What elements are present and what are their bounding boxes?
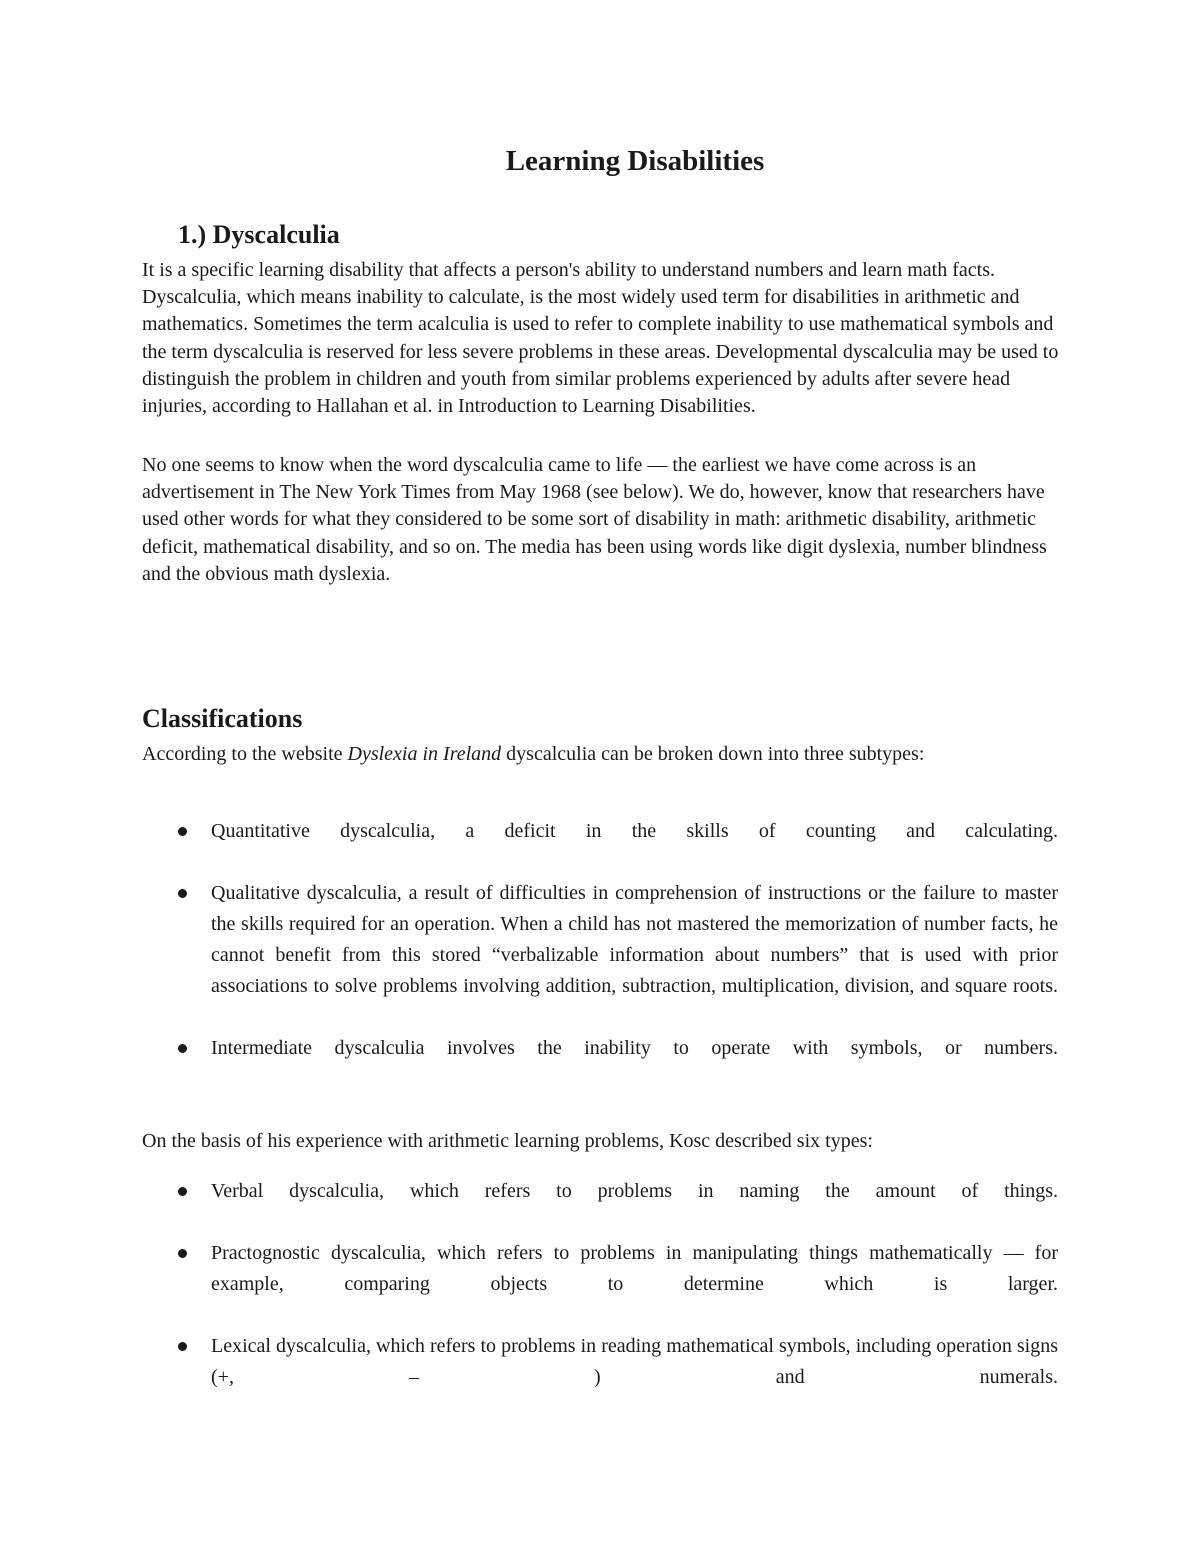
- list-item: [0, 816, 1058, 847]
- bullet-icon: [178, 1187, 187, 1196]
- section-heading-dyscalculia: 1.) Dyscalculia: [178, 220, 340, 249]
- document-title: Learning Disabilities: [505, 145, 765, 177]
- list-item: [0, 1238, 1058, 1300]
- bullet-icon: [178, 1249, 187, 1258]
- section-heading-classifications: Classifications: [142, 704, 303, 733]
- intro-source-title: Dyslexia in Ireland: [347, 743, 502, 765]
- list-item-text: Quantitative dyscalculia, a deficit in the skills of counting and calculating.: [211, 820, 1058, 842]
- list-item-text: Practognostic dyscalculia, which refers to problems in manipulating things mathematically — for example, comparing objects to determine which is larger.: [211, 1242, 1058, 1295]
- list-item-text: Lexical dyscalculia, which refers to problems in reading mathematical symbols, including operation signs (+, – ) and numerals.: [211, 1335, 1058, 1388]
- intro-prefix: According to the website: [142, 743, 343, 765]
- list-item: [0, 1033, 1058, 1064]
- bullet-icon: [178, 889, 187, 898]
- bullet-icon: [178, 827, 187, 836]
- kosc-types-list: [0, 1176, 1200, 1424]
- list-item: [0, 1331, 1058, 1393]
- bullet-icon: [178, 1342, 187, 1351]
- classifications-intro: [142, 740, 1058, 768]
- list-item: [0, 878, 1058, 1002]
- intro-suffix: dyscalculia can be broken down into three subtypes:: [506, 743, 925, 765]
- list-item-text: Qualitative dyscalculia, a result of difficulties in comprehension of instructions or the failure to master the skills required for an operation. When a child has not mastered the memorization of number facts, he cannot benefit from this stored “verbalizable information about numbers” that is used with prior associations to solve problems involving addition, subtraction, multiplication, division, and square roots.: [211, 882, 1058, 997]
- kosc-intro: On the basis of his experience with arithmetic learning problems, Kosc described six types:: [142, 1130, 873, 1152]
- list-item-text: Intermediate dyscalculia involves the inability to operate with symbols, or numbers.: [211, 1037, 1058, 1059]
- bullet-icon: [178, 1044, 187, 1053]
- dyscalculia-definition-paragraph: It is a specific learning disability that affects a person's ability to understand numbers and learn math facts. Dyscalculia, which means inability to calculate, is the most widely used term for disabilities in arithmetic and mathematics. Sometimes the term acalculia is used to refer to complete inability to use mathematical symbols and the term dyscalculia is reserved for less severe problems in these areas. Developmental dyscalculia may be used to distinguish the problem in children and youth from similar problems experienced by adults after severe head injuries, according to Hallahan et al. in Introduction to Learning Disabilities.: [142, 259, 1059, 418]
- list-item-text: Verbal dyscalculia, which refers to problems in naming the amount of things.: [211, 1180, 1058, 1202]
- list-item: [0, 1176, 1058, 1207]
- subtypes-list: [0, 816, 1200, 1095]
- dyscalculia-history-paragraph: No one seems to know when the word dyscalculia came to life — the earliest we have come across is an advertisement in The New York Times from May 1968 (see below). We do, however, know that researchers have used other words for what they considered to be some sort of disability in math: arithmetic disability, arithmetic deficit, mathematical disability, and so on. The media has been using words like digit dyslexia, number blindness and the obvious math dyslexia.: [142, 454, 1047, 585]
